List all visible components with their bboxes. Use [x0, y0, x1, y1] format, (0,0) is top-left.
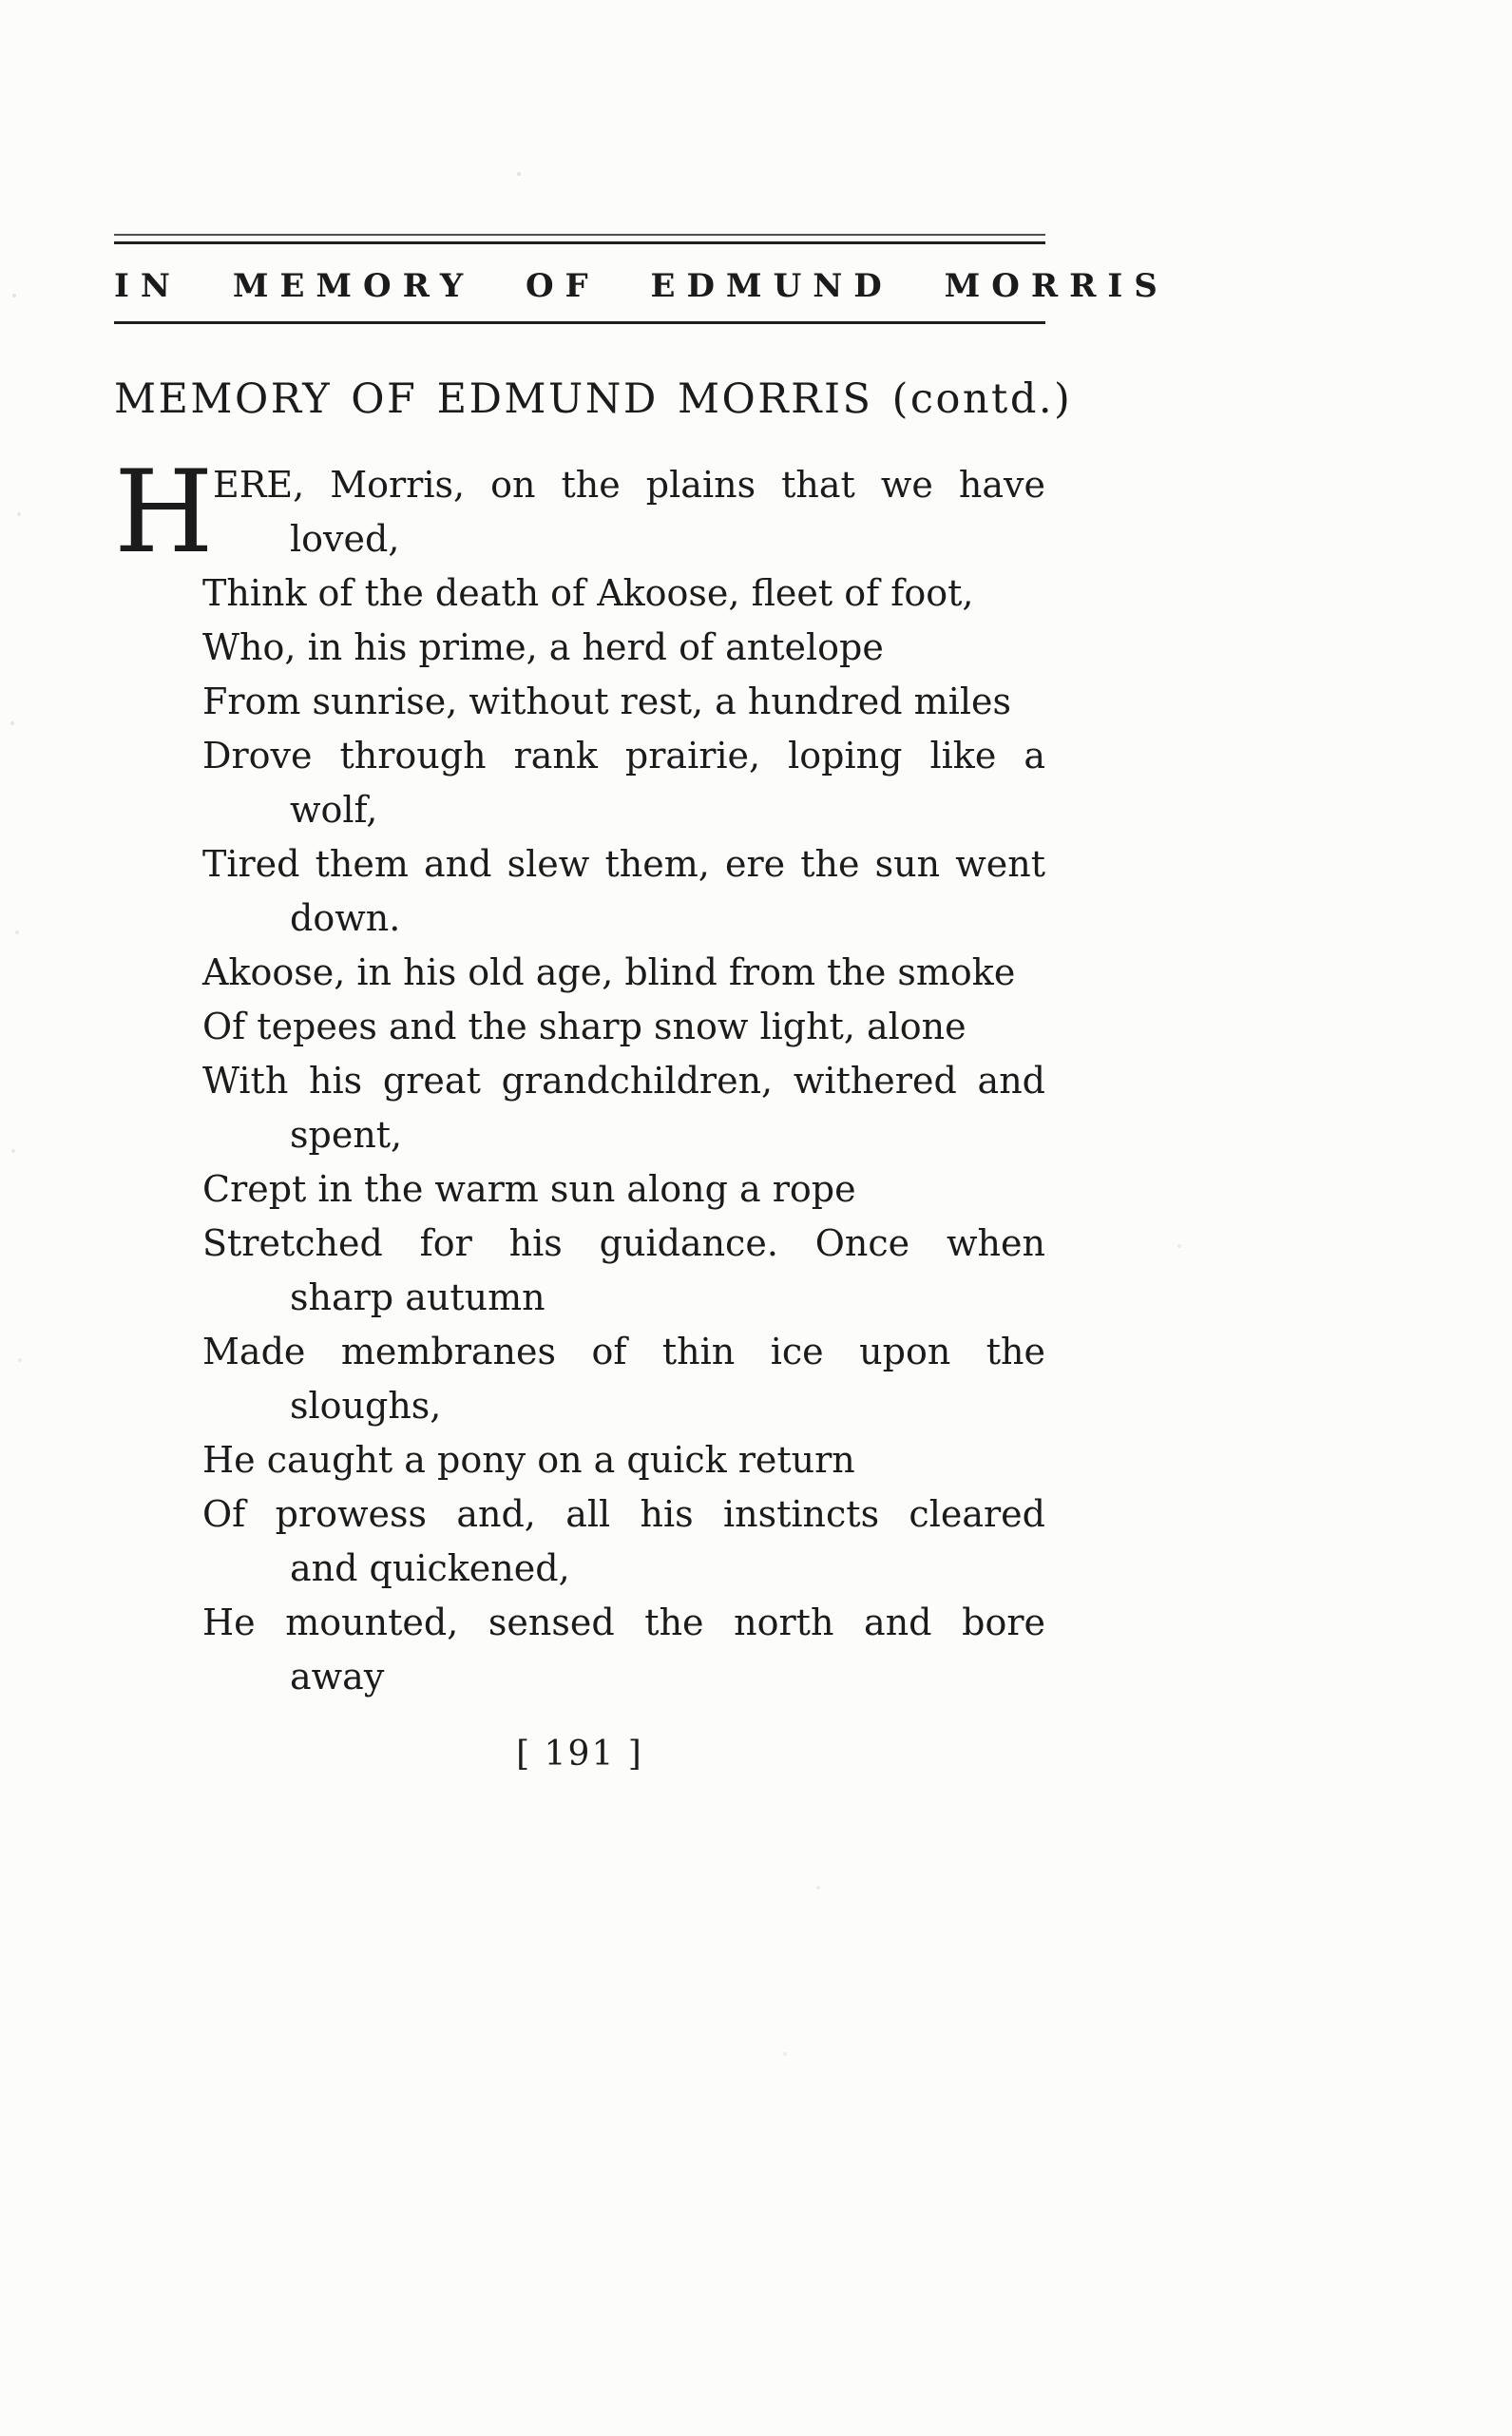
poem-line-text: ERE, Morris, on the plains that we have [213, 464, 1045, 506]
poem-line [114, 1000, 1045, 1054]
poem-line-text: Drove through rank prairie, loping like a [202, 735, 1045, 777]
poem-line-text: Akoose, in his old age, blind from the smoke [202, 951, 1016, 993]
poem [114, 447, 1045, 1704]
poem-line-carry: away [290, 1656, 385, 1698]
poem-line [114, 621, 1045, 675]
poem-line-text: Think of the death of Akoose, fleet of foot, [202, 572, 974, 614]
poem-line [114, 1596, 1045, 1704]
poem-line [114, 1054, 1045, 1162]
page-title: MEMORY OF EDMUND MORRIS (contd.) [114, 375, 1073, 423]
poem-line-carry: loved, [290, 518, 400, 560]
poem-line-text: Stretched for his guidance. Once when [202, 1222, 1045, 1264]
page-number: [ 191 ] [516, 1735, 643, 1774]
poem-line [114, 566, 1045, 621]
text-block [114, 0, 1169, 2436]
scan-noise [0, 0, 2, 2]
poem-line-text: Made membranes of thin ice upon the [202, 1331, 1045, 1372]
poem-line-carry: and quickened, [290, 1547, 570, 1589]
poem-line [114, 447, 1045, 579]
poem-line-text: From sunrise, without rest, a hundred miles [202, 681, 1012, 722]
running-head: IN MEMORY OF EDMUND MORRIS [114, 267, 1169, 305]
poem-line-carry: wolf, [290, 789, 378, 831]
poem-line-text: He mounted, sensed the north and bore [202, 1602, 1045, 1643]
poem-line [114, 675, 1045, 729]
poem-line [114, 1325, 1045, 1433]
poem-line [114, 1433, 1045, 1487]
poem-line-text: Crept in the warm sun along a rope [202, 1168, 856, 1210]
poem-line [114, 837, 1045, 946]
poem-line [114, 729, 1045, 837]
header-single-rule [114, 321, 1045, 324]
poem-line-carry: sloughs, [290, 1385, 442, 1427]
poem-line-text: With his great grandchildren, withered and [202, 1060, 1045, 1102]
poem-line [114, 946, 1045, 1000]
poem-line-text: Tired them and slew them, ere the sun went [202, 843, 1045, 885]
poem-line [114, 1487, 1045, 1596]
poem-line [114, 1162, 1045, 1217]
drop-cap: H [114, 447, 214, 579]
poem-line-text: Of tepees and the sharp snow light, alone [202, 1006, 967, 1047]
poem-line-text: Who, in his prime, a herd of antelope [202, 626, 884, 668]
poem-line-text: He caught a pony on a quick return [202, 1439, 855, 1481]
poem-line-carry: spent, [290, 1114, 403, 1156]
poem-line-carry: down. [290, 897, 401, 939]
poem-line-text: Of prowess and, all his instincts cleared [202, 1493, 1045, 1535]
header-double-rule [114, 234, 1045, 244]
poem-line [114, 1217, 1045, 1325]
poem-line-carry: sharp autumn [290, 1276, 545, 1318]
